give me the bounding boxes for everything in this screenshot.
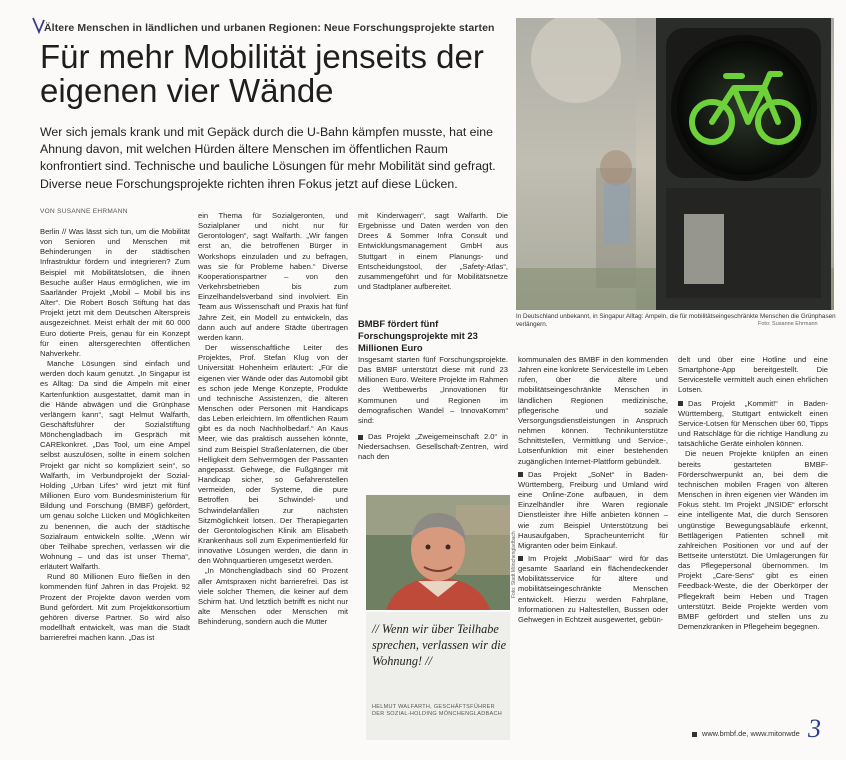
article-kicker: Ältere Menschen in ländlichen und urbanen Regionen: Neue Forschungsprojekte starten <box>44 22 495 34</box>
traffic-light-bicycle-icon <box>516 18 834 310</box>
bullet-item: Das Projekt „SoNet“ in Baden-Württemberg, Freiburg und Umland wird eine Online-Zone aufbauen, in dem Einzelhändler ihre Waren regionale Dienstleister ihre Hilfe anbieten können – wie zum Beispiel Unterstützung bei Hausaufgaben, Spracheunterricht für Migranten oder beim Einkauf. <box>518 469 668 550</box>
portrait-credit: Foto: Stadt Mönchengladbach <box>511 531 517 598</box>
section-subhead: BMBF fördert fünf Forschungsprojekte mit 23 Millionen Euro <box>358 318 478 353</box>
photo-credit: Foto: Susanne Ehrmann <box>758 321 818 327</box>
page-number: 3 <box>808 714 821 743</box>
column-3 <box>358 211 508 292</box>
bullet-item: Das Projekt „Zweigemeinschaft 2.0“ in Niedersachsen. Gesellschaft-Zentren, wird nach den <box>358 432 508 462</box>
column-1-paragraph: Rund 80 Millionen Euro fließen in den kommenden fünf Jahren in das Projekt. 92 Prozent der Projekte davon werden vom Bund gefördert. Mit zum Projektkonsortium gehören diverse Partner. So wird also modellhaft entwickelt, was man die Stadt barrierefrei machen kann. „Das ist <box>40 572 190 643</box>
column-5 <box>678 355 828 632</box>
bullet-item: Das Projekt „Kommit!“ in Baden-Württemberg, Stuttgart entwickelt einen Service-Lotsen für Menschen über 60, Tipps und Ratschläge für die richtige Handlung zu tatsächliche Geräte einholen können. <box>678 398 828 449</box>
portrait-photo <box>366 495 510 610</box>
bullet-square-icon <box>692 732 697 737</box>
bullet-square-icon <box>518 472 523 477</box>
column-4 <box>518 355 668 625</box>
article-lead: Wer sich jemals krank und mit Gepäck durch die U-Bahn kämpfen musste, hat eine Ahnung davon, mit welchen Hürden ältere Menschen im öffentlichen Raum konfrontiert sind. Technische und bauliche Lösungen für mehr Mobilität sind gefragt. Diverse neue Forschungsprojekte richten ihren Fokus jetzt auf diese Lücken. <box>40 125 496 191</box>
column-1 <box>40 227 190 643</box>
column-2-paragraph: ein Thema für Sozialgeronten, und Sozialplaner und nicht nur für Gerontologen“, sagt Walfarth. „Wir fangen erst an, die betroffenen Bürger in Workshops einzuladen und zu befragen, was sie für Probleme haben.“ Diverse Kooperationspartner – von den Verkehrsbetrieben bis zum Einzelhandelsverband sind involviert. Ein Team aus Wissenschaft und Praxis hat fünf Jahre Zeit, ein Modell zu entwickeln, das dann auch auf andere Städte übertragen werden kann. <box>198 211 348 342</box>
column-2 <box>198 211 348 627</box>
article-byline: VON SUSANNE EHRMANN <box>40 208 128 215</box>
column-3-paragraph: mit Kinderwagen“, sagt Walfarth. Die Ergebnisse und Daten werden von den Drees & Sommer Infra Consult und Entwicklungsmanagement GmbH aus Stuttgart in einem Planungs- und Entscheidungstool, der „Safety-Atlas“, zusammengeführt und für Mobilitätsnetze und Stadtplaner aufbereitet. <box>358 211 508 292</box>
article-headline: Für mehr Mobilität jenseits der eigenen vier Wände <box>40 38 484 109</box>
bullet-item: Im Projekt „MobiSaar“ wird für das gesamte Saarland ein flächendeckender Mobilitätsservice für ältere und mobilitätseingeschränkte Menschen entwickelt. Hierzu werden Fahrpläne, Informationen zu Haltestellen, Bussen oder Gehwegen in Echtzeit ausgewertet, gebün- <box>518 553 668 624</box>
bullet-square-icon <box>358 435 363 440</box>
pull-quote: // Wenn wir über Teilhabe sprechen, verlassen wir die Wohnung! // <box>372 622 507 668</box>
traffic-light-photo <box>516 18 834 310</box>
column-2-paragraph: Der wissenschaftliche Leiter des Projektes, Prof. Stefan Klug von der Universität Hohenheim erläutert: „Für die eigenen vier Wände oder das Automobil gibt es schon jede Menge Konzepte, Produkte und technische Assistenzen, die älteren Menschen oder Personen mit Handicaps das Leben erleichtern. Im öffentlichen Raum gibt es da noch Nachholbedarf.“ An Kaus Meer, wie das praktisch aussehen könnte, sind zum Beispiel Straßenlaternen, die über Helligkeit dem Sehvermögen der Passanten angepasst. Gehwege, die Fußgänger mit Handicap sicher, so Gefahrenstellen vermeiden, oder Systeme, die pure Betroffen bei Schwindel- und Schwindelanfällen zur nächsten Sitzmöglichkeit lotsen. Der Therapiegarten der Gerontologischen Klinik am Elisabeth Krankenhaus soll zum Experimentierfeld für innovative Lösungen werden, die dann in den Wohnquartieren umgesetzt werden. <box>198 343 348 566</box>
quote-attribution: HELMUT WALFARTH, GESCHÄFTSFÜHRER DER SOZIAL-HOLDING MÖNCHENGLADBACH <box>372 704 502 718</box>
column-3-paragraph: Insgesamt starten fünf Forschungsprojekte. Das BMBF unterstützt diese mit rund 23 Millionen Euro. Weitere Projekte im Rahmen des Wettbewerbs „Innovationen für Kommunen und Regionen im demografischen Wandel – InnovaKomm“ sind: <box>358 355 508 425</box>
column-4-paragraph: kommunalen des BMBF in den kommenden Jahren eine konkrete Servicestelle im Leben rufen, über die ältere und mobilitätseingeschränkte Menschen in ländlichen Regionen medizinische, pflegerische und soziale Versorgungsdienstleistungen in Anspruch nehmen können. Technikunterstütze Schnittstellen, Vermittlung und Service-, Lotsenfunktion mit einer bestehenden zugänglichen Internet-Plattform gebündelt. <box>518 355 668 466</box>
column-1-paragraph: Berlin // Was lässt sich tun, um die Mobilität von Senioren und Menschen mit Behinderungen in der städtischen Infrastruktur fördern und integrieren? Zum Beispiel mit Mobilitätslotsen, die ihnen Besuche außer Haus ermöglichen, wie im Saarländer Projekt „Mobil – Mobil bis ins Alter“. Die Robert Bosch Stiftung hat das Projekt jetzt mit dem Deutschen Alterspreis ausgezeichnet. Meist erhält der mit 60 000 Euro dotierte Preis, genau für ein Konzept für einen altersgerechten öffentlichen Nahverkehr. <box>40 227 190 358</box>
bullet-square-icon <box>678 401 683 406</box>
photo-caption: In Deutschland unbekannt, in Singapur Alltag: Ampeln, die für mobilitätseingeschränkte Menschen die Grünphasen verlängern. <box>516 313 836 328</box>
column-2-paragraph: „In Mönchengladbach sind 60 Prozent aller Amtspraxen nicht barrierefrei. Das ist viele solcher Themen, die keiner auf dem Schirm hat. Und letztlich betrifft es nicht nur alte Menschen oder Menschen mit Behinderung, sondern auch die Mutter <box>198 566 348 627</box>
column-1-paragraph: Manche Lösungen sind einfach und werden doch kaum genutzt. „In Singapur ist es Alltag: Da sind die Ampeln mit einer Kartenfunktion ausgestattet, damit man in die Hände abwägen und die Grünphase verlängern kann“, sagt Helmut Walfarth, Geschäftsführer der Sozialstiftung Mönchengladbach im Gespräch mit CAREkonkret. „Das Tool, um eine Ampel selbst auszulösen, sollte in einem solchen Projekt gar nicht so kompliziert sein“, so Walfarth, im Verbundprojekt der Sozial-Holding „Urban Lifes“ wird jetzt mit fünf Millionen Euro vom Bundesministerium für Bildung und Forschung (BMBF) gefördert, um genau solche Lücken und Möglichkeiten zu benennen, die auch der städtische Sozialraum entwickeln sollte. „Wenn wir über Teilhabe sprechen, verlassen wir die Wohnung – und das ist unser Thema“, erläutert Walfarth. <box>40 359 190 572</box>
column-3-lower <box>358 355 508 463</box>
bullet-square-icon <box>518 556 523 561</box>
column-5-paragraph: delt und über eine Hotline und eine Smartphone-App bereitgestellt. Die Servicestelle vermittelt auch einen ehrlichen Lotsen. <box>678 355 828 395</box>
column-5-paragraph: Die neuen Projekte knüpfen an einen bereits gestarteten BMBF-Förderschwerpunkt an, bei dem die technischen mobilen Fragen von älteren Menschen in ihren eigenen vier Wänden im Fokus steht. Im Projekt „INSIDE“ erforscht eine intelligente Mat, die durch Sensoren ungünstige Bewegungsabläufe erkennt, Bettlägerigen Patienten schnell mit zahlreichen Positionen vor und auf der Bettseite unterstützt. Die Umlagerungen für das Pflegepersonal übernommen. Im Projekt „Care-Sens“ gibt es einen Feedback-Weste, die der Oberkörper der Pflegekraft beim Heben und Tragen unterstützt. Beide Projekte werden vom BMBF gefördert und stellen uns zu Demenzkranken in Pflegeheim begegnen. <box>678 449 828 632</box>
footer-url[interactable]: www.bmbf.de, www.mitonwde <box>692 729 800 738</box>
